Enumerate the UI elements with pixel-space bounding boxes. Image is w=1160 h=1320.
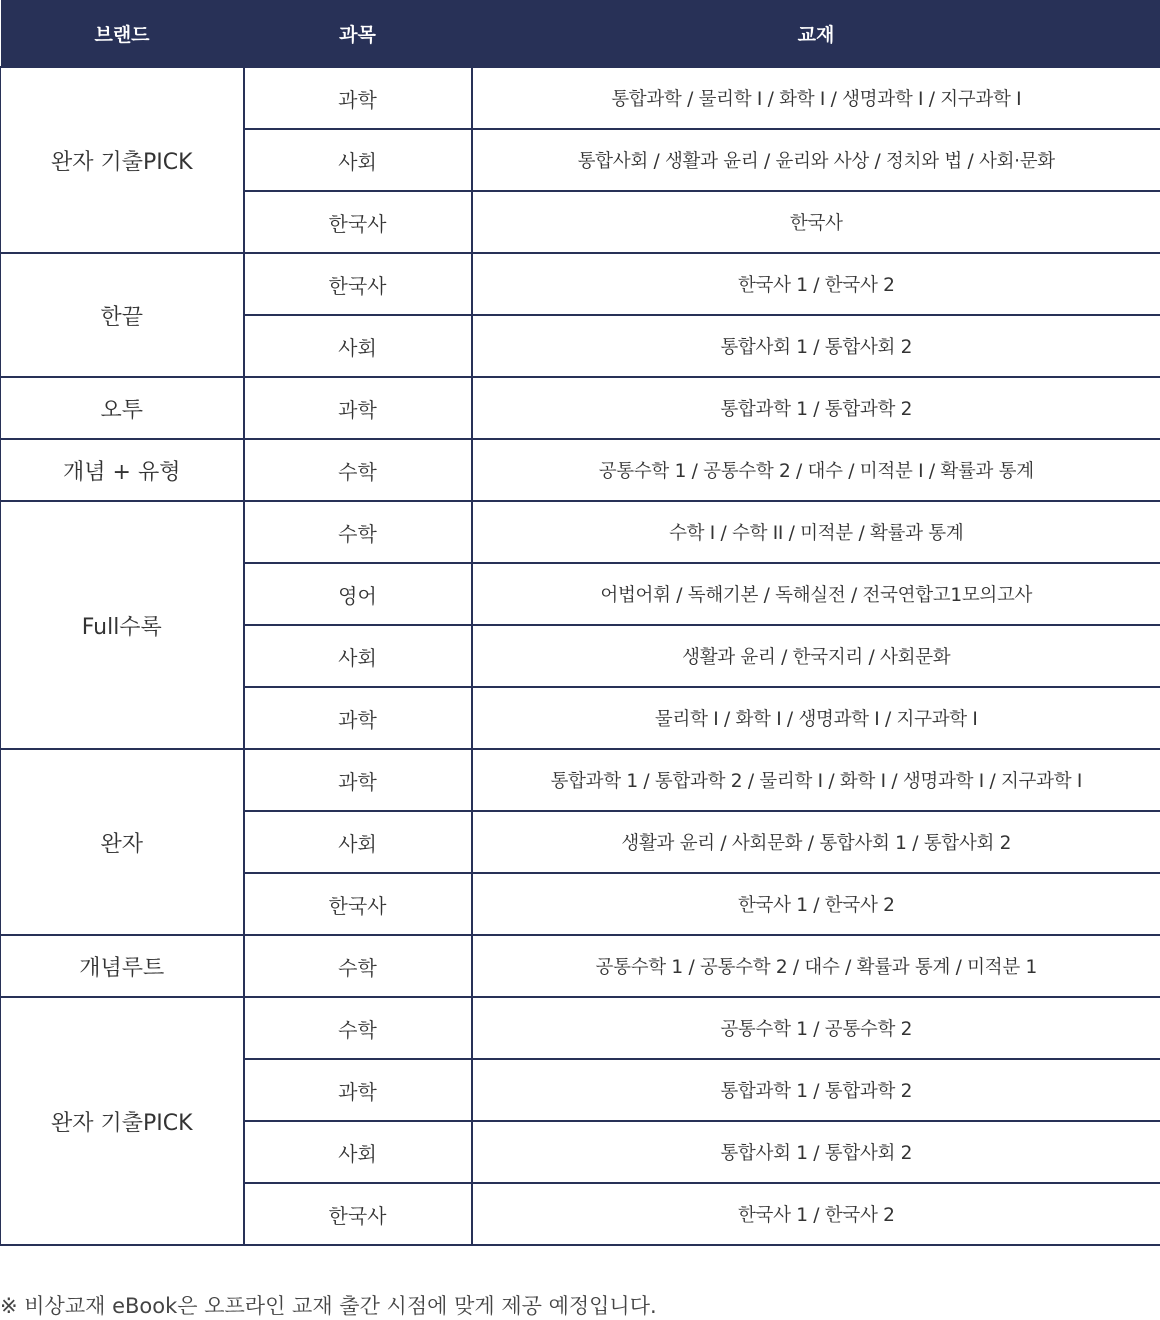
table-row [1, 935, 1160, 997]
header-row [1, 0, 1160, 67]
brand-cell: 개념 + 유형 [1, 439, 244, 501]
books-cell: 한국사 1 / 한국사 2 [472, 873, 1160, 935]
books-cell: 통합사회 1 / 통합사회 2 [472, 315, 1160, 377]
brand-cell: 완자 기출PICK [1, 67, 244, 253]
books-cell: 통합과학 / 물리학 I / 화학 I / 생명과학 I / 지구과학 I [472, 67, 1160, 129]
books-cell: 생활과 윤리 / 한국지리 / 사회문화 [472, 625, 1160, 687]
brand-cell: 개념루트 [1, 935, 244, 997]
table-row [1, 997, 1160, 1059]
subject-cell: 영어 [244, 563, 472, 625]
footnote: ※ 비상교재 eBook은 오프라인 교재 출간 시점에 맞게 제공 예정입니다. [0, 1290, 657, 1320]
books-cell: 통합사회 / 생활과 윤리 / 윤리와 사상 / 정치와 법 / 사회·문화 [472, 129, 1160, 191]
subject-cell: 한국사 [244, 253, 472, 315]
table-row [1, 67, 1160, 129]
table-row [1, 439, 1160, 501]
subject-cell: 과학 [244, 1059, 472, 1121]
books-cell: 물리학 I / 화학 I / 생명과학 I / 지구과학 I [472, 687, 1160, 749]
table-row [1, 377, 1160, 439]
subject-cell: 과학 [244, 377, 472, 439]
books-cell: 통합사회 1 / 통합사회 2 [472, 1121, 1160, 1183]
brand-cell: Full수록 [1, 501, 244, 749]
table-row [1, 749, 1160, 811]
books-cell: 공통수학 1 / 공통수학 2 / 대수 / 미적분 I / 확률과 통계 [472, 439, 1160, 501]
table-header [1, 0, 1160, 67]
table-body [1, 67, 1160, 1245]
header-books: 교재 [472, 0, 1160, 67]
table-row [1, 501, 1160, 563]
subject-cell: 수학 [244, 439, 472, 501]
books-cell: 수학 I / 수학 II / 미적분 / 확률과 통계 [472, 501, 1160, 563]
books-cell: 통합과학 1 / 통합과학 2 / 물리학 I / 화학 I / 생명과학 I / 지구과학 I [472, 749, 1160, 811]
brand-cell: 완자 [1, 749, 244, 935]
brand-cell: 한끝 [1, 253, 244, 377]
subject-cell: 사회 [244, 129, 472, 191]
brand-cell: 완자 기출PICK [1, 997, 244, 1245]
subject-cell: 수학 [244, 501, 472, 563]
books-cell: 공통수학 1 / 공통수학 2 / 대수 / 확률과 통계 / 미적분 1 [472, 935, 1160, 997]
books-cell: 생활과 윤리 / 사회문화 / 통합사회 1 / 통합사회 2 [472, 811, 1160, 873]
books-cell: 통합과학 1 / 통합과학 2 [472, 1059, 1160, 1121]
brand-cell: 오투 [1, 377, 244, 439]
header-subject: 과목 [244, 0, 472, 67]
subject-cell: 한국사 [244, 191, 472, 253]
subject-cell: 수학 [244, 935, 472, 997]
books-cell: 어법어휘 / 독해기본 / 독해실전 / 전국연합고1모의고사 [472, 563, 1160, 625]
header-brand: 브랜드 [1, 0, 244, 67]
books-cell: 통합과학 1 / 통합과학 2 [472, 377, 1160, 439]
subject-cell: 한국사 [244, 1183, 472, 1245]
subject-cell: 사회 [244, 811, 472, 873]
books-cell: 한국사 1 / 한국사 2 [472, 1183, 1160, 1245]
subject-cell: 과학 [244, 687, 472, 749]
subject-cell: 사회 [244, 315, 472, 377]
subject-cell: 사회 [244, 625, 472, 687]
books-cell: 한국사 [472, 191, 1160, 253]
books-cell: 공통수학 1 / 공통수학 2 [472, 997, 1160, 1059]
subject-cell: 과학 [244, 749, 472, 811]
subject-cell: 한국사 [244, 873, 472, 935]
subject-cell: 과학 [244, 67, 472, 129]
subject-cell: 사회 [244, 1121, 472, 1183]
subject-cell: 수학 [244, 997, 472, 1059]
table-row [1, 253, 1160, 315]
books-cell: 한국사 1 / 한국사 2 [472, 253, 1160, 315]
